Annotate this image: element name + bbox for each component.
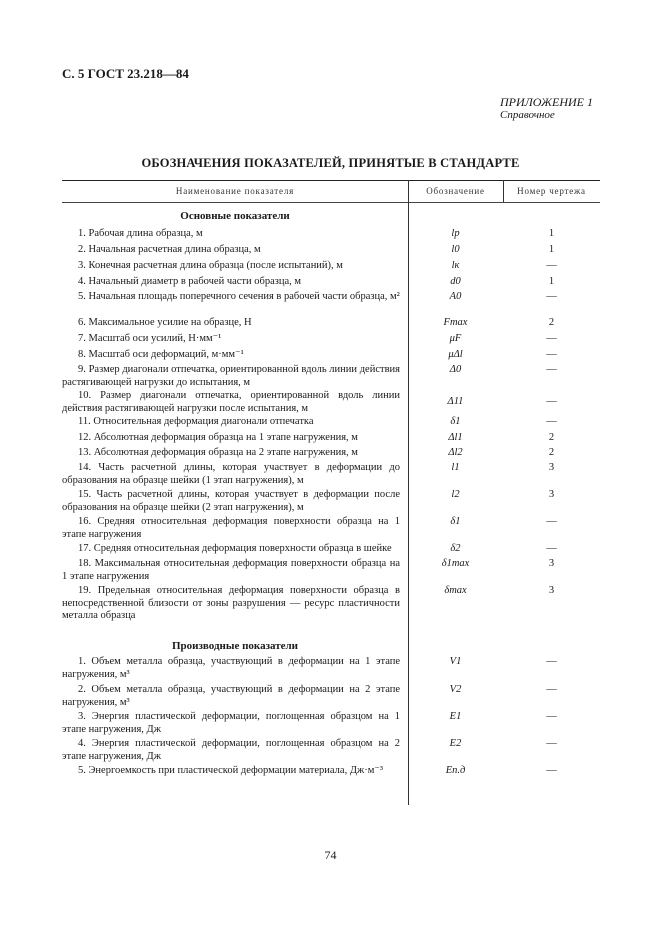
row-symbol: V1 [449,656,462,667]
row-symbol: Δl1 [448,432,463,443]
page-title: ОБОЗНАЧЕНИЯ ПОКАЗАТЕЛЕЙ, ПРИНЯТЫЕ В СТАНДАРТЕ [141,156,520,170]
row-name: 19. Предельная относительная деформация поверхности образца в непосредственной близости от зоны разрушения — ресурс пластичности металла образца [62,585,400,621]
row-symbol: E1 [449,711,462,722]
section-derived: Производные показатели [171,640,299,652]
appendix-label: ПРИЛОЖЕНИЕ 1 [500,95,593,109]
row-name: 2. Объем металла образца, участвующий в деформации на 2 этапе нагружения, м³ [62,684,400,708]
row-figure: 3 [548,489,555,500]
row-symbol: Fmax [443,317,468,328]
row-figure: 3 [548,462,555,473]
appendix-sub: Справочное [500,109,555,121]
row-name: 6. Максимальное усилие на образце, Н [78,317,252,328]
row-figure: — [546,543,557,554]
row-name: 3. Конечная расчетная длина образца (после испытаний), м [78,260,343,271]
row-figure: — [546,684,557,695]
row-name: 10. Размер диагонали отпечатка, ориентированной вдоль линии действия растягивающей нагрузки после испытания, м [62,390,400,414]
row-name: 13. Абсолютная деформация образца на 2 этапе нагружения, м [78,447,358,458]
row-name: 3. Энергия пластической деформации, поглощенная образцом на 1 этапе нагружения, Дж [62,711,400,735]
row-figure: — [546,291,557,302]
row-symbol: δmax [444,585,467,596]
row-name: 14. Часть расчетной длины, которая участвует в деформации до образования на образце шейки (1 этап нагружения), м [62,462,400,486]
row-symbol: δ1max [441,558,470,569]
column-header-name: Наименование показателя [175,186,295,196]
row-symbol: A0 [449,291,462,302]
table-header-rule [62,202,600,203]
row-name: 16. Средняя относительная деформация поверхности образца на 1 этапе нагружения [62,516,400,540]
row-symbol: δ2 [450,543,461,554]
indicators-table [62,180,600,805]
row-symbol: Eп.д [445,765,466,776]
row-name: 5. Энергоемкость при пластической деформации материала, Дж·м⁻³ [78,765,384,776]
row-figure: 2 [548,432,555,443]
row-figure: 1 [548,228,555,239]
section-basic: Основные показатели [180,210,290,222]
row-figure: — [546,711,557,722]
row-figure: 1 [548,244,555,255]
page-number: 74 [324,848,337,862]
row-name: 1. Объем металла образца, участвующий в деформации на 1 этапе нагружения, м³ [62,656,400,680]
row-figure: — [546,765,557,776]
row-figure: — [546,656,557,667]
row-name: 12. Абсолютная деформация образца на 1 этапе нагружения, м [78,432,358,443]
row-figure: — [546,364,557,375]
row-symbol: Δl2 [448,447,463,458]
row-name: 9. Размер диагонали отпечатка, ориентированной вдоль линии действия растягивающей нагрузки до испытания, м [62,364,400,388]
row-name: 1. Рабочая длина образца, м [78,228,203,239]
row-figure: 2 [548,317,555,328]
document-reference: С. 5 ГОСТ 23.218—84 [62,66,189,81]
row-symbol: δ1 [450,416,461,427]
row-symbol: Δ0 [449,364,462,375]
row-name: 17. Средняя относительная деформация поверхности образца в шейке [78,543,392,554]
row-name: 7. Масштаб оси усилий, Н·мм⁻¹ [78,333,222,344]
row-symbol: l0 [451,244,460,255]
row-name: 11. Относительная деформация диагонали отпечатка [78,416,314,427]
row-figure: 1 [548,276,555,287]
row-symbol: E2 [449,738,462,749]
row-symbol: l1 [451,462,460,473]
row-name: 8. Масштаб оси деформаций, м·мм⁻¹ [78,349,244,360]
table-top-rule [62,180,600,181]
row-symbol: lк [451,260,460,271]
row-figure: — [546,516,557,527]
row-figure: 3 [548,558,555,569]
row-figure: — [546,333,557,344]
row-figure: 2 [548,447,555,458]
row-symbol: V2 [449,684,462,695]
row-figure: — [546,396,557,407]
row-name: 4. Начальный диаметр в рабочей части образца, м [78,276,302,287]
row-name: 15. Часть расчетной длины, которая участвует в деформации после образования на образце шейки (2 этап нагружения), м [62,489,400,513]
row-figure: 3 [548,585,555,596]
row-name: 4. Энергия пластической деформации, поглощенная образцом на 2 этапе нагружения, Дж [62,738,400,762]
row-symbol: μΔl [448,349,463,360]
row-symbol: d0 [450,276,461,287]
row-symbol: lр [451,228,460,239]
row-name: 2. Начальная расчетная длина образца, м [78,244,261,255]
row-symbol: μF [449,333,462,344]
row-symbol: Δ11 [447,396,464,407]
row-symbol: δ1 [450,516,461,527]
row-figure: — [546,416,557,427]
row-figure: — [546,738,557,749]
row-name: 18. Максимальная относительная деформация поверхности образца на 1 этапе нагружения [62,558,400,582]
appendix-block [500,96,593,122]
row-figure: — [546,260,557,271]
column-header-symbol: Обозначение [426,186,485,196]
row-figure: — [546,349,557,360]
row-symbol: l2 [451,489,460,500]
column-header-figure: Номер чертежа [517,186,586,196]
row-name: 5. Начальная площадь поперечного сечения в рабочей части образца, м² [78,291,400,302]
